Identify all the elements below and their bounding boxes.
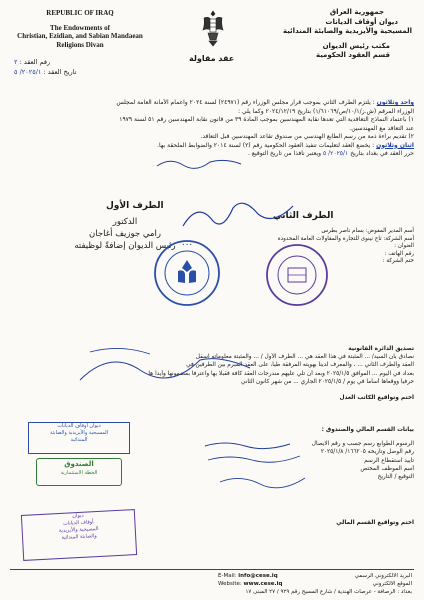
issue-tail: ويعتبر نافذاً من تاريخ التوقيع . bbox=[248, 150, 322, 157]
company-stamp-icon bbox=[264, 242, 330, 308]
clause-32-text: : يخضع العقد لتعليمات تنفيذ العقود الحكومية رقم (٢) لسنة ٢٠١٤ والضوابط الملحقة بها. bbox=[157, 141, 375, 149]
second-party-line: العنوان : bbox=[394, 243, 414, 250]
footer-website-label: Website: bbox=[218, 581, 242, 587]
finance-line: تأييد استقطاع الرسم bbox=[364, 457, 414, 464]
footer-email-value[interactable]: info@cese.iq bbox=[238, 573, 278, 579]
second-party-line: رقم الهاتف : bbox=[384, 250, 414, 257]
contract-meta bbox=[14, 57, 76, 77]
first-party-line: رئيس الديوان إضافةً لوظيفته bbox=[74, 241, 176, 251]
finance-line: التوقيع / التاريخ bbox=[377, 474, 414, 481]
first-party-title: الطرف الأول bbox=[106, 201, 164, 211]
header-ar-line: قسم العقود الحكومية bbox=[315, 51, 390, 59]
legal-line: بغداد في اليوم ... الموافق ٢٠٢٥/١/٥ وبعد أن تلي عليهم مندرجات العقد كافة فقبلا بها واعترفا بمضمونها وأيدا ها bbox=[148, 370, 414, 377]
contract-date-value: ٢٠٢٥/١/ ٥ bbox=[14, 68, 42, 76]
header-en-line: Christian, Ezidian, and Sabian Mandaean bbox=[17, 32, 143, 40]
notary-scribble-icon bbox=[70, 340, 260, 388]
finance-line: الرسوم الطوابع رسم جسب و رقم الايصال bbox=[311, 441, 414, 448]
footer-email bbox=[218, 573, 278, 580]
contract-number-label: رقم العقد : bbox=[19, 58, 51, 66]
legal-line: حرفياً ووقعاها أساماً في يوم / ٢٠٢٥/١/٥ الجاري ... من شهر كانون الثاني bbox=[240, 378, 414, 385]
second-party-line: أسم المدير المفوض: بسام ناصر بطرس bbox=[321, 228, 414, 234]
first-party-line: رامي جوزيف أغاجان bbox=[89, 229, 161, 239]
clause-line: عند التعاقد مع المهندسين. bbox=[349, 124, 414, 132]
contract-title: عقد مقاولة bbox=[189, 54, 235, 63]
second-party-line: ختم الشركة : bbox=[382, 258, 414, 265]
contract-date-label: تاريخ العقد : bbox=[43, 68, 77, 76]
header-en-line: Religions Divan bbox=[56, 40, 104, 49]
footer-website bbox=[218, 581, 282, 588]
clause-31 bbox=[10, 99, 414, 108]
finance-line: أسم الموظف المختص bbox=[360, 465, 414, 472]
header-ar bbox=[222, 8, 412, 61]
clause-32 bbox=[10, 142, 414, 151]
clause-line: ٢) تقديم براءة ذمة من رسم الطابع الهندسي من صندوق تقاعد المهندسين قبل التعاقد. bbox=[200, 133, 414, 140]
finance-line: رقم الوصل وتاريخه ١٦٦٢٠٥/ ٢٠٢٥/١/٨ bbox=[320, 449, 414, 456]
svg-text:• • •: • • • bbox=[182, 242, 192, 247]
signature-scribble-icon bbox=[178, 196, 298, 232]
clause-line: ١) باعتماد النماذج التعاقدية التي تعدها نقابة المهندسين بموجب المادة ٣٩ من قانون نقابة المهندسين رقم ٥١ لسنة ١٩٧٩ bbox=[119, 116, 414, 123]
header-en-line: REPUBLIC OF IRAQ bbox=[46, 9, 114, 17]
header-ar-line: جمهورية العراق bbox=[329, 8, 384, 16]
footer-email-label: E-Mail: bbox=[218, 573, 237, 579]
second-party-line: أسم الشركة: تاج نينوى للتجارة والمقاولات العامة المحدودة bbox=[277, 235, 414, 242]
preamble bbox=[10, 99, 414, 159]
divan-stamp: ديوان أوقاف الديانات المسيحية والأيزيدية والصابئة المندائية bbox=[28, 422, 130, 454]
footer-divider bbox=[10, 569, 414, 570]
clause-line: الوزراء المرقم (ش.ز/١٠/١/ص/١/٦١٠٦٩) بتاريخ ٢٠٢٤/١٢/١٩ وكما يلي : bbox=[238, 107, 414, 115]
header-ar-line: المسيحية والأيزيدية والصابئة المندائية bbox=[282, 27, 412, 35]
legal-sign-label: اختم وتواقيع الكاتب العدل bbox=[339, 395, 414, 402]
fund-stamp-title: الصندوق bbox=[64, 460, 94, 468]
footer-website-value[interactable]: www.cese.iq bbox=[243, 581, 283, 587]
ministry-stamp-icon bbox=[152, 238, 222, 308]
footer-address: بغداد : الرصافة - عرصات الهندية / شارع المسيح رقم ٩٢٩ / ٢٧ المبنى ١٧ bbox=[245, 589, 412, 595]
issue-text: حرر العقد في بغداد بتاريخ bbox=[350, 150, 414, 157]
clause-32-lead: اثنان وثلاثون bbox=[376, 141, 414, 149]
second-party-title: الطرف الثاني bbox=[273, 211, 334, 221]
first-party-line: الدكتور bbox=[112, 217, 138, 227]
contract-date-row bbox=[14, 67, 76, 77]
clause-31-lead: واحد وثلاثون bbox=[376, 99, 414, 106]
header-ar-line: ديوان أوقاف الديانات bbox=[325, 17, 398, 26]
contract-number-row bbox=[14, 57, 76, 67]
header-en bbox=[10, 9, 150, 49]
finance-scribble-icon bbox=[200, 438, 310, 494]
header-en-line: The Endowments of bbox=[50, 23, 110, 32]
header-ar-line: مكتب رئيس الديوان bbox=[322, 41, 390, 50]
legal-line: العقد والطرف الثاني ... ، والمعرف لدينا بهويته المرفقة طياً، على العقد المبرم بين الطرفين في bbox=[186, 362, 414, 369]
clause-31-text: : يلتزم الطرف الثاني بموجب قرار مجلس الوزراء رقم (٢٤٩٧١) لسنة ٢٠٢٤ واعمام الأمانة العامة لمجلس bbox=[116, 99, 375, 106]
fund-stamp-subtitle: الخطة الاستثمارية bbox=[60, 470, 98, 476]
footer-web-ar: الموقع الالكتروني bbox=[372, 581, 412, 587]
legal-heading: تصديق الدائرة القانونية bbox=[348, 346, 414, 352]
footer-email-ar: البريد الالكتروني الرسمي bbox=[354, 573, 412, 579]
contract-number-value: ٢ bbox=[14, 58, 18, 66]
issue-date: ٢٠٢٥/١/ ٥ bbox=[322, 150, 349, 157]
eagle-emblem-icon bbox=[200, 8, 226, 48]
finance-sign-label: اختم وتواقيع القسم المالي bbox=[336, 520, 414, 527]
legal-line: نصادق بان السيد/ ... المثبتة في هذا العقد هي ... الطرف الأول / ... والمثبتة معلوماته اسفل bbox=[195, 354, 414, 361]
signature-scribble-icon bbox=[155, 156, 245, 170]
finance-heading: بيانات القسم المالي والصندوق : bbox=[321, 427, 414, 433]
approval-stamp: ديوان أوقاف الديانات المسيحية والأيزيدية والصابئة المندائية bbox=[21, 509, 137, 561]
